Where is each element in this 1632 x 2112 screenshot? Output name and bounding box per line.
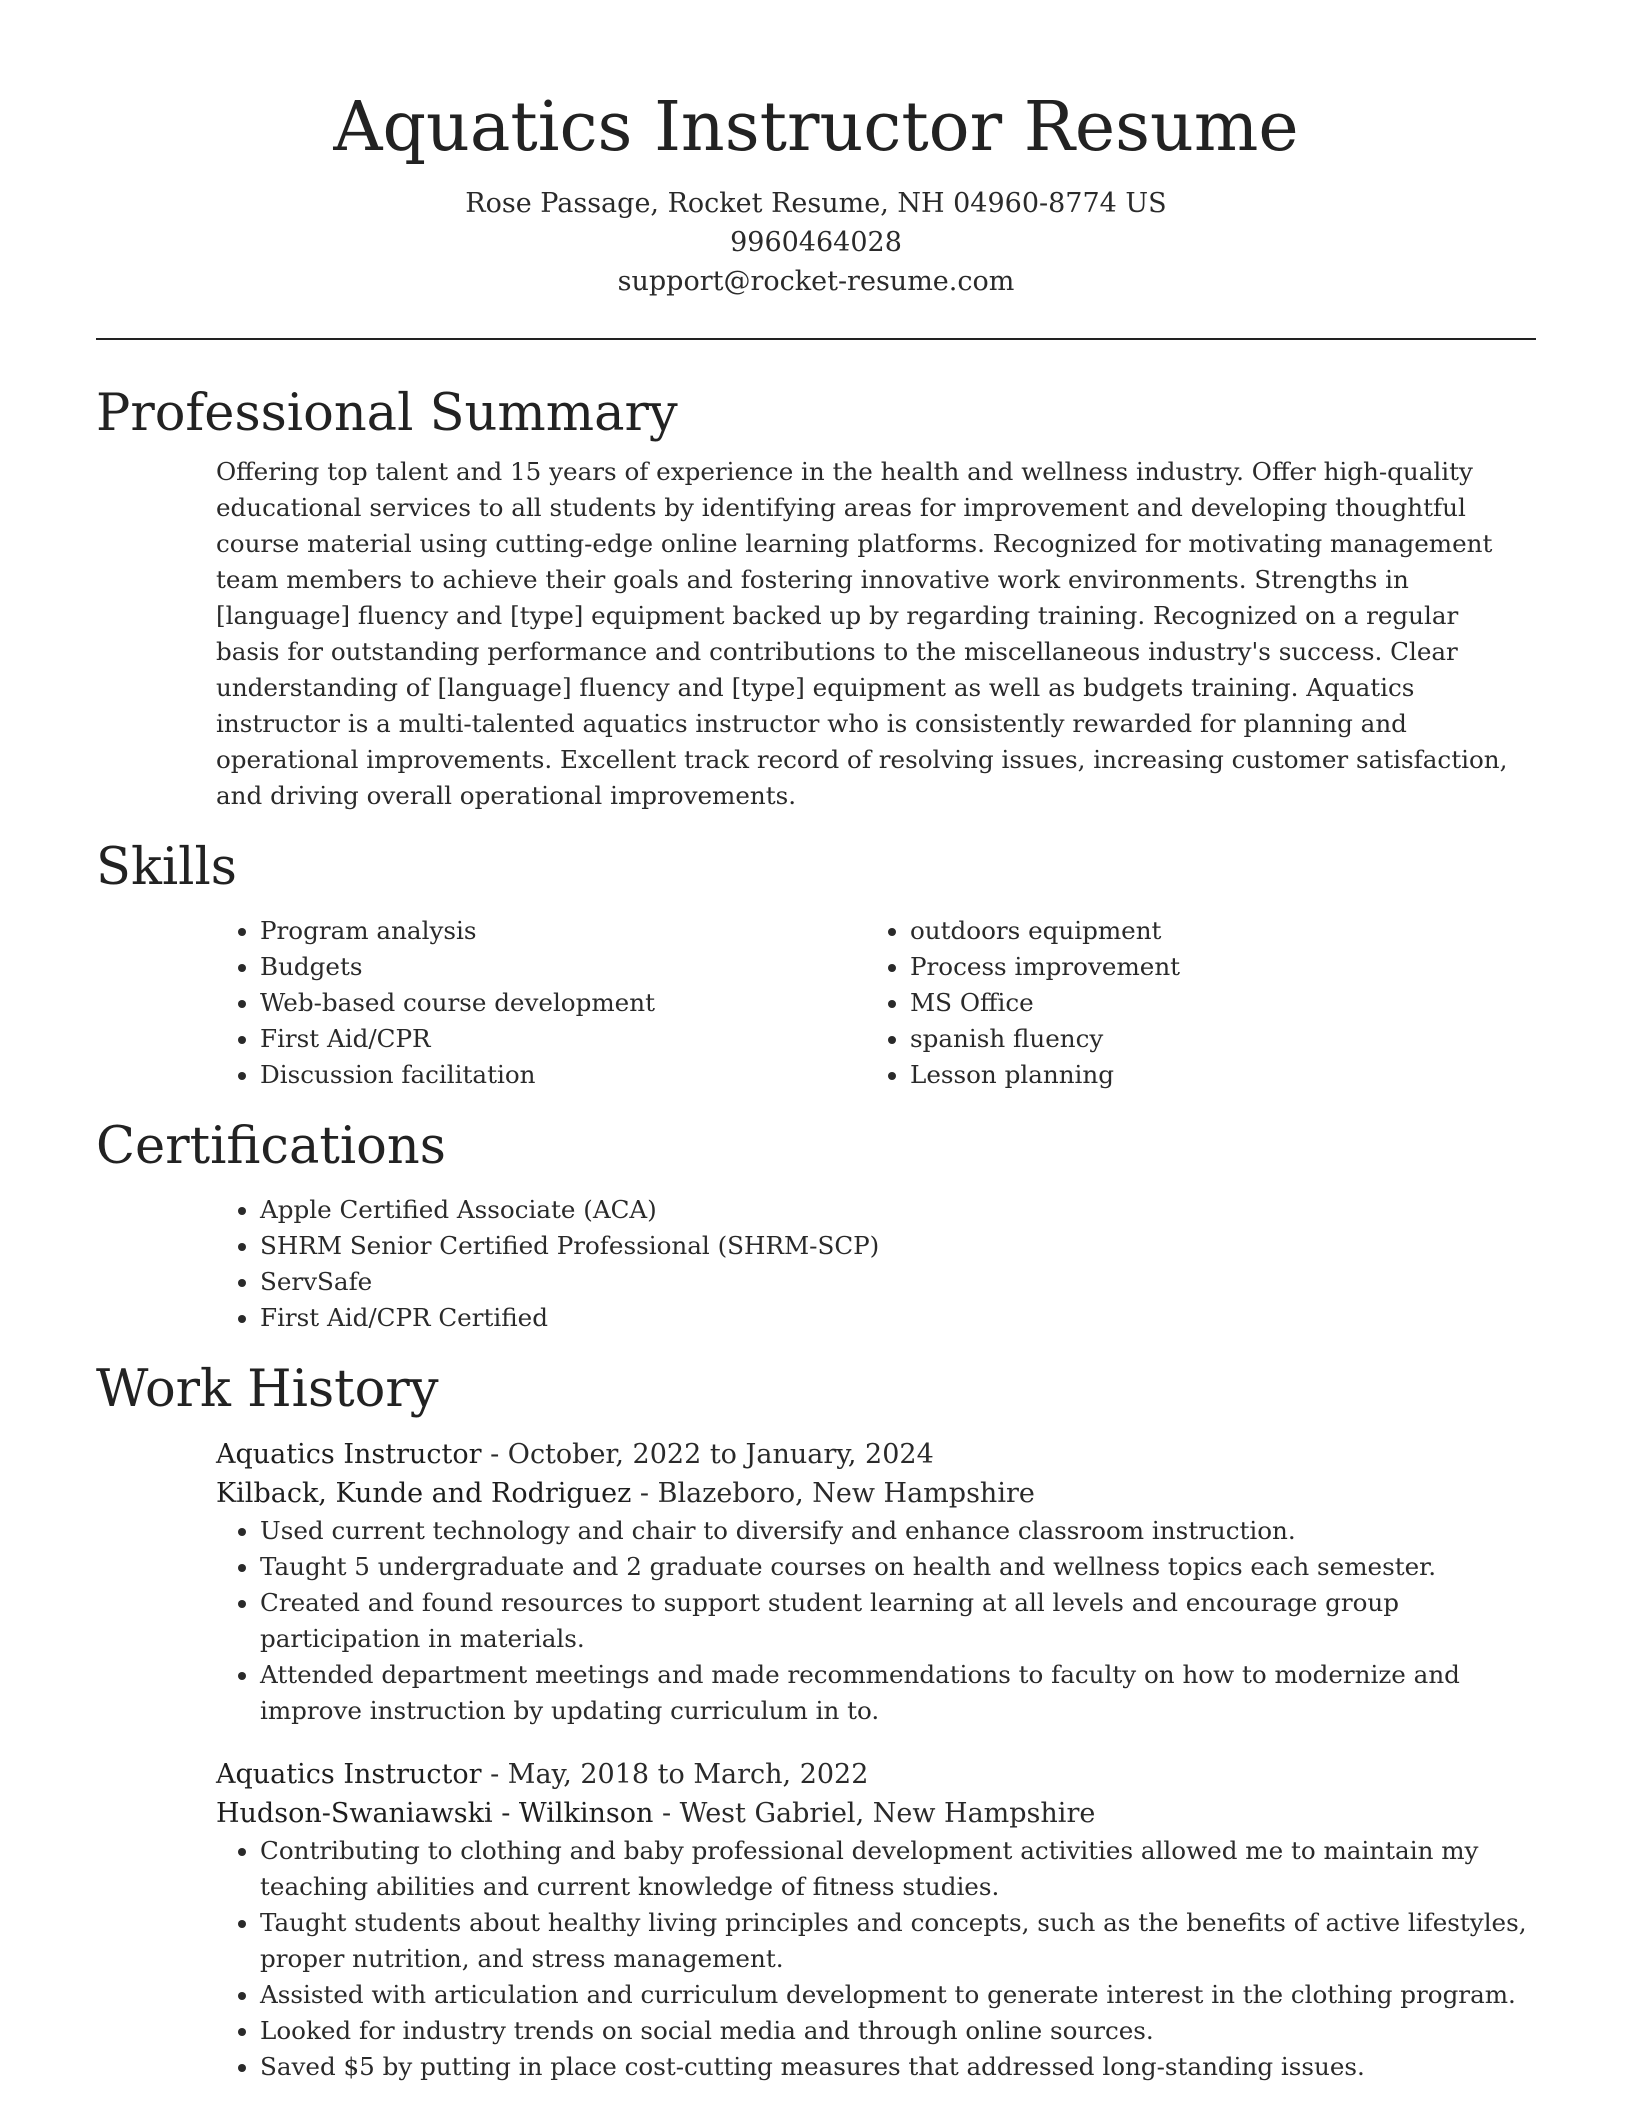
- resume-page: [96, 0, 1536, 2085]
- duty-item: • Taught students about healthy living principles and concepts, such as the benefits of active lifestyles, proper nutrition, and stress management.: [260, 1905, 1536, 1977]
- job-title: Aquatics Instructor: [216, 1439, 482, 1470]
- certification-item: • First Aid/CPR Certified: [260, 1300, 1536, 1336]
- job-dates: - October, 2022 to January, 2024: [481, 1439, 934, 1470]
- phone-number: 9960464028: [730, 227, 902, 258]
- certification-item: • ServSafe: [260, 1264, 1536, 1300]
- header-divider: [96, 338, 1536, 340]
- contact-info: [96, 184, 1536, 301]
- duty-item: • Saved $5 by putting in place cost-cutting measures that addressed long-standing issues.: [260, 2049, 1536, 2085]
- certifications-heading: Certifications: [96, 1117, 446, 1176]
- skill-item: • Budgets: [260, 949, 866, 985]
- job-entry: [216, 1435, 1536, 1729]
- duty-item: • Attended department meetings and made recommendations to faculty on how to modernize and improve instruction by updating curriculum in to.: [260, 1657, 1536, 1729]
- skills-heading: Skills: [96, 838, 237, 897]
- skills-column-right: [866, 913, 1516, 1093]
- certifications-list: [216, 1192, 1536, 1336]
- job-duties: [216, 1833, 1536, 2085]
- skill-item: • outdoors equipment: [910, 913, 1516, 949]
- summary-text: Offering top talent and 15 years of experience in the health and wellness industry. Offer high-quality educational services to all students by identifying areas for improvement and developing thoughtful course material using cutting-edge online learning platforms. Recognized for motivating management team members to achieve their goals and fostering innovative work environments. Strengths in [language] fluency and [type] equipment backed up by regarding training. Recognized on a regular basis for outstanding performance and contributions to the miscellaneous industry's success. Clear understanding of [language] fluency and [type] equipment as well as budgets training. Aquatics instructor is a multi-talented aquatics instructor who is consistently rewarded for planning and operational improvements. Excellent track record of resolving issues, increasing customer satisfaction, and driving overall operational improvements.: [216, 457, 1508, 810]
- company-name: Hudson-Swaniawski - Wilkinson: [216, 1798, 654, 1829]
- job-title-line: [216, 1755, 1536, 1794]
- duty-item: • Created and found resources to support student learning at all levels and encourage group participation in materials.: [260, 1585, 1536, 1657]
- work-history-heading: Work History: [96, 1360, 439, 1419]
- job-title-line: [216, 1435, 1536, 1474]
- address: Rose Passage, Rocket Resume, NH 04960-8774 US: [465, 188, 1167, 219]
- certification-item: • SHRM Senior Certified Professional (SHRM-SCP): [260, 1228, 1536, 1264]
- skill-item: • Process improvement: [910, 949, 1516, 985]
- job-entry: [216, 1755, 1536, 2085]
- skill-item: • Discussion facilitation: [260, 1057, 866, 1093]
- duty-item: • Assisted with articulation and curriculum development to generate interest in the clothing program.: [260, 1977, 1536, 2013]
- skills-column-left: [216, 913, 866, 1093]
- company-name: Kilback, Kunde and Rodriguez: [216, 1478, 632, 1509]
- skill-item: • Web-based course development: [260, 985, 866, 1021]
- skill-item: • spanish fluency: [910, 1021, 1516, 1057]
- skill-item: • Program analysis: [260, 913, 866, 949]
- job-company-line: [216, 1794, 1536, 1833]
- duty-item: • Used current technology and chair to diversify and enhance classroom instruction.: [260, 1513, 1536, 1549]
- summary-heading: Professional Summary: [96, 384, 678, 443]
- skill-item: • MS Office: [910, 985, 1516, 1021]
- skills-list: [216, 913, 1536, 1093]
- resume-header: [96, 0, 1536, 301]
- job-title: Aquatics Instructor: [216, 1759, 482, 1790]
- job-dates: - May, 2018 to March, 2022: [481, 1759, 869, 1790]
- email-address: support@rocket-resume.com: [617, 266, 1015, 297]
- job-company-line: [216, 1474, 1536, 1513]
- job-location: - Blazeboro, New Hampshire: [631, 1478, 1035, 1509]
- skill-item: • Lesson planning: [910, 1057, 1516, 1093]
- job-duties: [216, 1513, 1536, 1729]
- skill-item: • First Aid/CPR: [260, 1021, 866, 1057]
- duty-item: • Contributing to clothing and baby professional development activities allowed me to maintain my teaching abilities and current knowledge of fitness studies.: [260, 1833, 1536, 1905]
- duty-item: • Taught 5 undergraduate and 2 graduate courses on health and wellness topics each semester.: [260, 1549, 1536, 1585]
- certification-item: • Apple Certified Associate (ACA): [260, 1192, 1536, 1228]
- job-location: - West Gabriel, New Hampshire: [653, 1798, 1096, 1829]
- resume-title: Aquatics Instructor Resume: [333, 88, 1299, 167]
- duty-item: • Looked for industry trends on social media and through online sources.: [260, 2013, 1536, 2049]
